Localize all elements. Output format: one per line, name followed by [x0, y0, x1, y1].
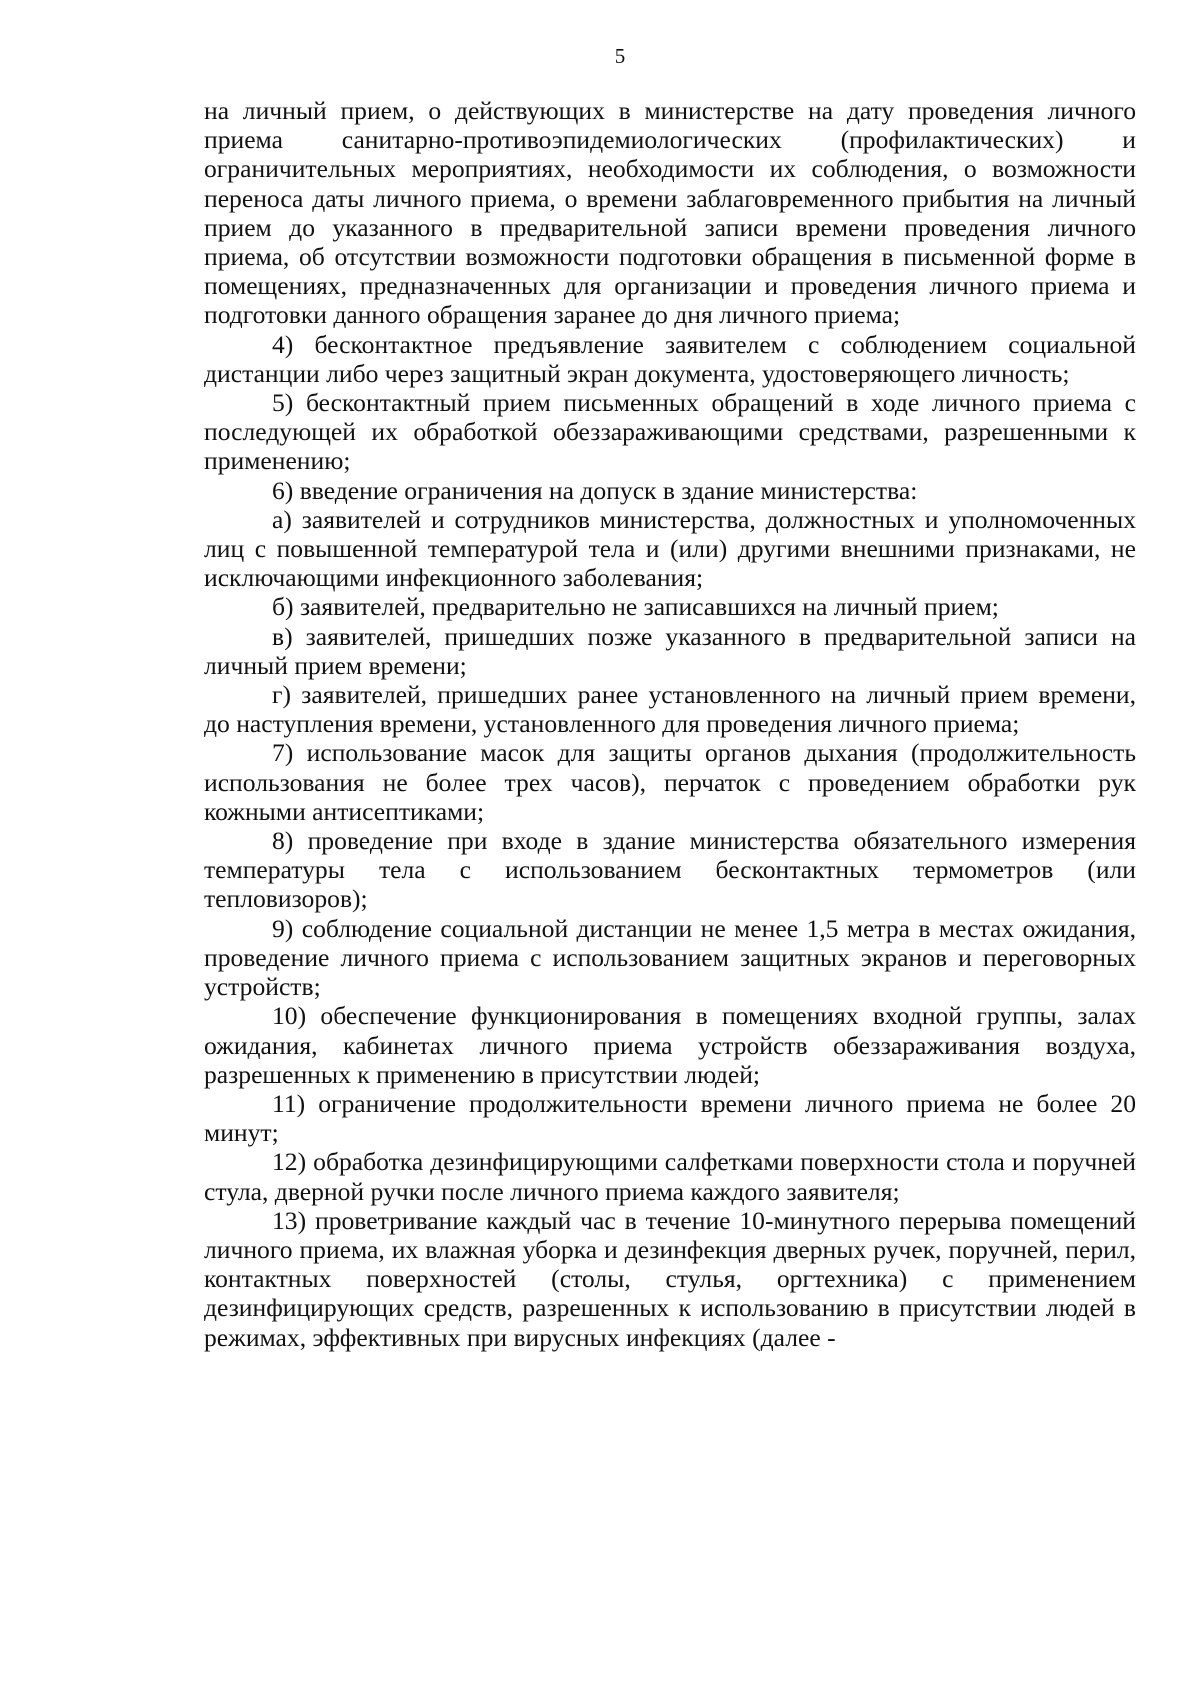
list-item-6: 6) введение ограничения на допуск в здание министерства: — [272, 475, 918, 505]
list-item-10: 10) обеспечение функционирования в помещениях входной группы, залах ожидания, кабинетах личного приема устройств обеззараживания воздуха, разрешенных к применению в присутствии людей; — [204, 1001, 1136, 1089]
page-number: 5 — [614, 44, 626, 68]
sub-item-g: г) заявителей, пришедших ранее установленного на личный прием времени, до наступления времени, установленного для проведения личного приема; — [204, 680, 1136, 739]
list-item-11: 11) ограничение продолжительности времени личного приема не более 20 минут; — [204, 1088, 1136, 1148]
list-item-12: 12) обработка дезинфицирующими салфетками поверхности стола и поручней стула, дверной ручки после личного приема каждого заявителя; — [204, 1147, 1136, 1206]
sub-item-b: б) заявителей, предварительно не записавшихся на личный прием; — [272, 592, 999, 622]
sub-item-v: в) заявителей, пришедших позже указанного в предварительной записи на личный прием времени; — [204, 621, 1136, 680]
list-item-5: 5) бесконтактный прием письменных обращений в ходе личного приема с последующей их обработкой обеззараживающими средствами, разрешенными к применению; — [204, 388, 1136, 476]
list-item-4: 4) бесконтактное предъявление заявителем с соблюдением социальной дистанции либо через защитный экран документа, удостоверяющего личность; — [204, 329, 1136, 388]
list-item-9: 9) соблюдение социальной дистанции не менее 1,5 метра в местах ожидания, проведение личного приема с использованием защитных экранов и переговорных устройств; — [204, 913, 1136, 1002]
list-item-13: 13) проветривание каждый час в течение 10-минутного перерыва помещений личного приема, их влажная уборка и дезинфекция дверных ручек, поручней, перил, контактных поверхностей (столы, стулья, оргтехника) с применением дезинфицирующих средств, разрешенных к использованию в присутствии людей в режимах, эффективных при вирусных инфекциях (далее - — [204, 1205, 1136, 1352]
list-item-7: 7) использование масок для защиты органов дыхания (продолжительность использования не более трех часов), перчаток с проведением обработки рук кожными антисептиками; — [204, 738, 1136, 826]
list-item-8: 8) проведение при входе в здание министерства обязательного измерения температуры тела с использованием бесконтактных термометров (или тепловизоров); — [204, 826, 1136, 914]
sub-item-a: а) заявителей и сотрудников министерства, должностных и уполномоченных лиц с повышенной температурой тела и (или) другими внешними признаками, не исключающими инфекционного заболевания; — [204, 504, 1136, 593]
document-body — [204, 96, 1136, 1352]
paragraph-continuation: на личный прием, о действующих в министерстве на дату проведения личного приема санитарно-противоэпидемиологических (профилактических) и ограничительных мероприятиях, необходимости их соблюдения, о возможности переноса даты личного приема, о времени заблаговременного прибытия на личный прием до указанного в предварительной записи времени проведения личного приема, об отсутствии возможности подготовки обращения в письменной форме в помещениях, предназначенных для организации и проведения личного приема и подготовки данного обращения заранее до дня личного приема; — [204, 96, 1136, 330]
